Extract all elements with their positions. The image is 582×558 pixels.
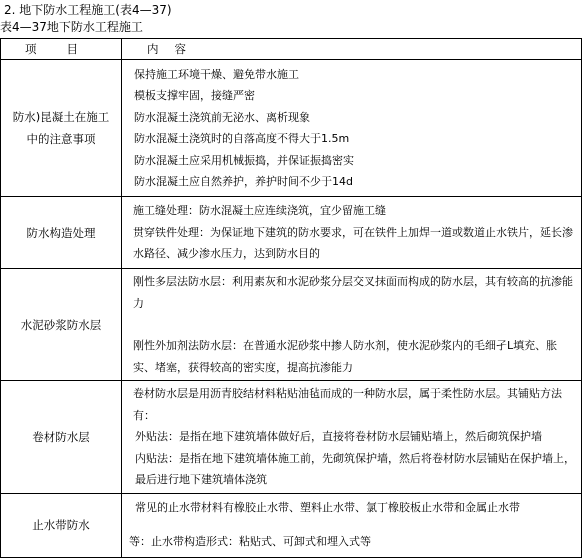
row-content-mortar [122,269,582,381]
table-caption: 表4—37地下防水工程施工 [0,20,143,34]
item-line: 止水带防水 [32,518,90,532]
item-line: 卷材防水层 [32,429,90,444]
row-item-concrete [1,60,122,197]
content-line: 保持施工环境干燥、避免带水施工 [134,67,299,81]
row-content-membrane [122,381,582,494]
content-line: 模板支撑牢固，接缝严密 [134,89,255,102]
row-content-structure [122,197,582,269]
header-item-char: 项 [25,42,37,56]
header-content [122,39,582,60]
content-line: 贯穿铁件处理：为保证地下建筑的防水要求，可在铁件上加焊一道或数道止水铁片，延长渗水路径、减少渗水压力，达到防水目的 [133,225,573,261]
content-line: 卷材防水层是用沥青胶结材料粘贴油毡而成的一种防水层，属于柔性防水层。其铺贴方法有： [133,387,562,422]
item-line: 防水构造处理 [26,225,96,240]
row-item-mortar [1,269,122,381]
row-content-concrete [122,60,582,197]
header-content-char: 容 [174,42,186,56]
table-header-row [1,39,582,60]
content-line: 施工缝处理：防水混凝土应连续浇筑，宜少留施工缝 [133,204,386,218]
table-row [1,197,582,269]
content-line: 等：止水带构造形式：粘贴式、可卸式和埋入式等 [129,535,371,548]
content-line: 防水混凝土应采用机械振捣，并保证振捣密实 [134,153,354,167]
table-row [1,381,582,494]
content-line: 刚性外加剂法防水层：在普通水泥砂浆中掺人防水剂，使水泥砂浆内的毛细孑L填充、胀实、堵塞，获得较高的密实度，提高抗渗能力 [133,339,558,374]
item-line: 防水)昆凝土在施工 [12,110,110,124]
content-line: 防水混凝土浇筑前无泌水、离析现象 [134,110,310,124]
table-row [1,60,582,197]
content-line: 防水混凝土应自然养护，养护时间不少于14d [134,175,353,188]
content-blank-line [129,518,577,532]
content-line: 常见的止水带材料有橡胶止水带、塑料止水带、氯丁橡胶板止水带和金属止水带 [135,501,520,514]
header-item [1,39,122,60]
header-content-char: 内 [147,42,159,56]
table-row [1,493,582,557]
table-row [1,269,582,381]
row-content-waterstop [122,493,582,557]
section-heading: 2. 地下防水工程施工(表4—37) [4,3,172,17]
waterproofing-table [0,38,582,558]
content-blank-line [129,314,577,335]
content-line: 刚性多层法防水层：利用素灰和水泥砂浆分层交叉抹面而构成的防水层，其有较高的抗渗能力 [133,275,573,310]
row-item-membrane [1,381,122,494]
item-line: 水泥砂浆防水层 [20,317,102,332]
content-line: 外贴法：是指在地下建筑墙体做好后，直接将卷材防水层铺贴墙上，然后砌筑保护墙 [135,430,542,443]
content-line: 内贴法：是指在地下建筑墙体施工前，先砌筑保护墙，然后将卷材防水层铺贴在保护墙上，最后进行地下建筑墙体浇筑 [135,451,575,486]
item-line: 中的注意事项 [26,132,96,146]
header-item-char: 目 [66,42,78,56]
content-line: 防水混凝土浇筑时的自落高度不得大于1.5m [134,132,350,145]
row-item-waterstop [1,493,122,557]
row-item-structure [1,197,122,269]
